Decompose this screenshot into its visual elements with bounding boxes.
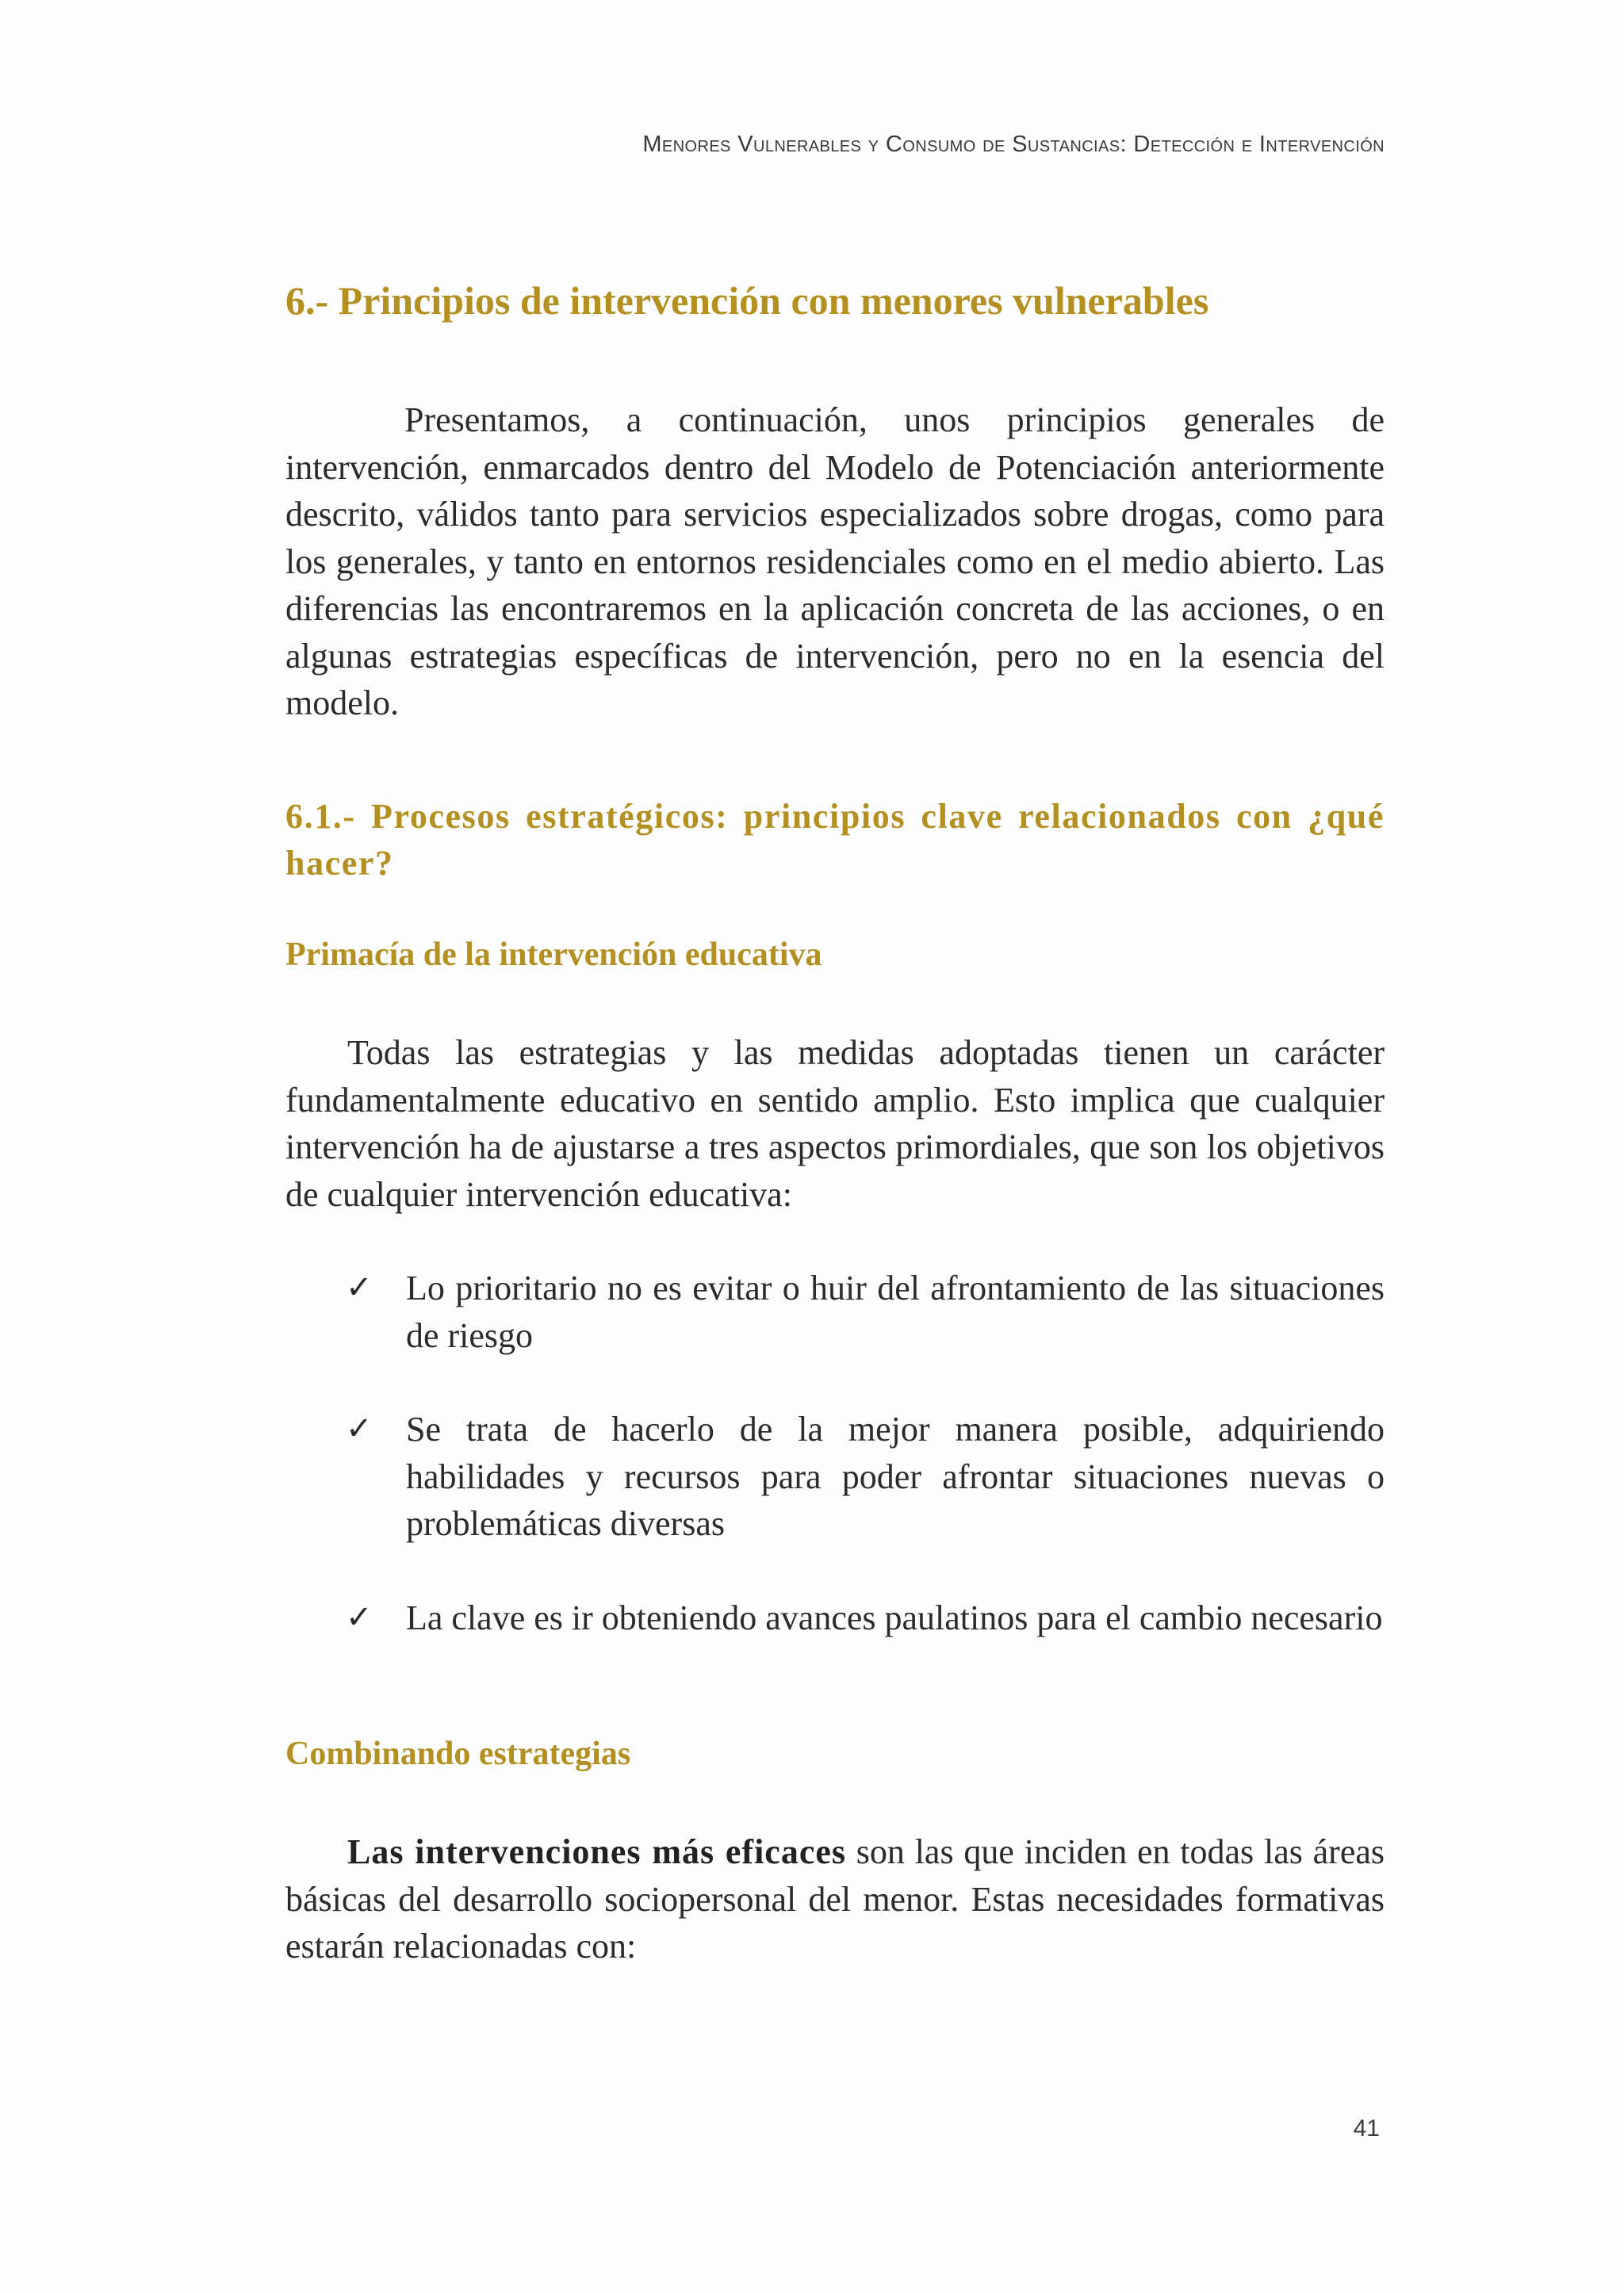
intro-paragraph: Presentamos, a continuación, unos principios generales de intervención, enmarcados dentro del Modelo de Potenciación anteriormente descrito, válidos tanto para servicios especializados sobre drogas, como para los generales, y tanto en entornos residenciales como en el medio abierto. Las diferencias las encontraremos en la aplicación concreta de las acciones, o en algunas estrategias específicas de intervención, pero no en la esencia del modelo.	[285, 400, 1385, 722]
checkmark-icon: ✓	[346, 1411, 373, 1447]
primacia-heading: Primacía de la intervención educativa	[285, 936, 822, 973]
checklist-item-text: La clave es ir obteniendo avances paulatinos para el cambio necesario	[406, 1598, 1383, 1637]
combinando-bold-lead: Las intervenciones más eficaces	[347, 1832, 847, 1871]
page-number: 41	[1353, 2115, 1380, 2142]
checklist-item-text: Se trata de hacerlo de la mejor manera posible, adquiriendo habilidades y recursos para poder afrontar situaciones nuevas o problemáticas diversas	[406, 1410, 1385, 1543]
combinando-heading: Combinando estrategias	[285, 1736, 631, 1772]
primacia-paragraph: Todas las estrategias y las medidas adoptadas tienen un carácter fundamentalmente educativo en sentido amplio. Esto implica que cualquier intervención ha de ajustarse a tres aspectos primordiales, que son los objetivos de cualquier intervención educativa:	[285, 1033, 1385, 1214]
subsection-title: 6.1.- Procesos estratégicos: principios clave relacionados con ¿qué hacer?	[285, 797, 1385, 882]
section-title: 6.- Principios de intervención con menores vulnerables	[285, 278, 1209, 323]
combinando-paragraph-rest: son las que inciden en todas las áreas básicas del desarrollo sociopersonal del menor. Estas necesidades formativas estarán relacionadas con:	[285, 1832, 1385, 1966]
combinando-paragraph	[285, 1828, 1385, 1970]
checkmark-icon: ✓	[346, 1599, 373, 1636]
checklist-item-text: Lo prioritario no es evitar o huir del afrontamiento de las situaciones de riesgo	[406, 1269, 1385, 1355]
checkmark-icon: ✓	[346, 1269, 373, 1306]
running-header: Menores Vulnerables y Consumo de Sustancias: Detección e Intervención	[642, 132, 1385, 157]
